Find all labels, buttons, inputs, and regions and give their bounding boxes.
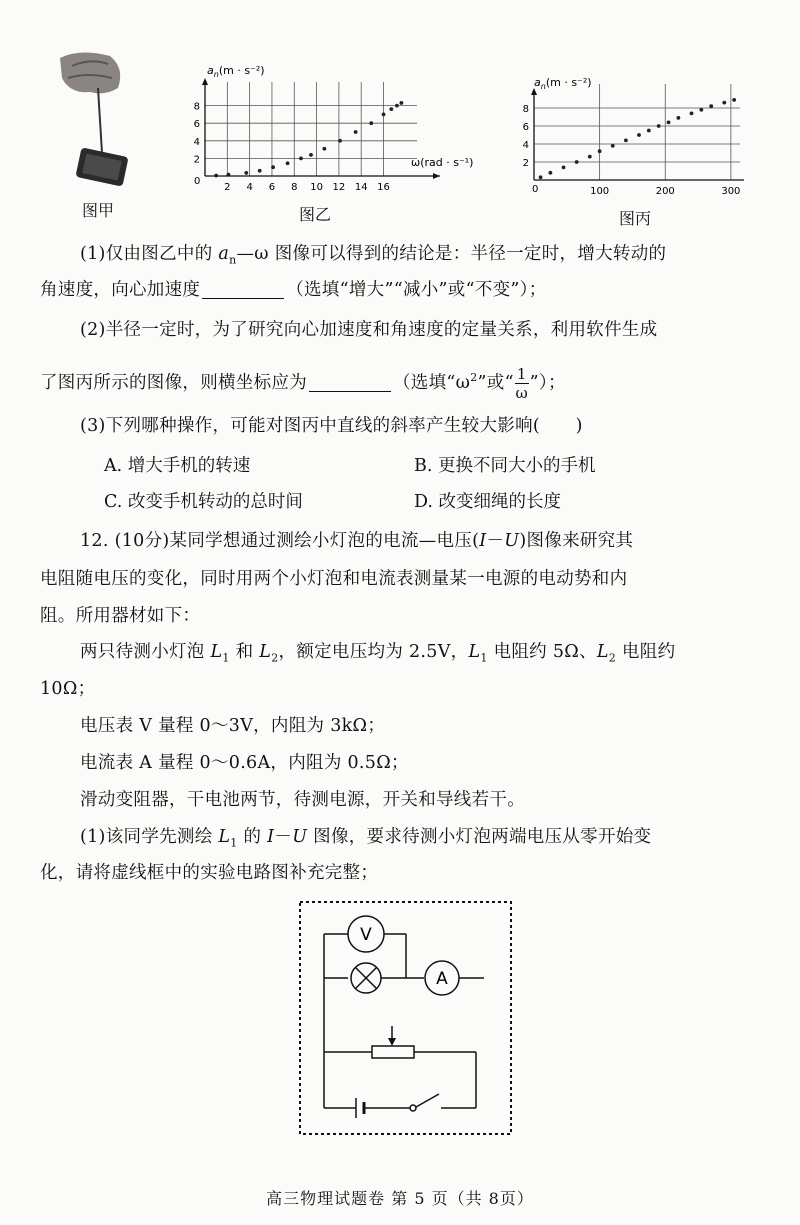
- yi-xtick-label: 16: [377, 182, 390, 193]
- bing-data-point: [709, 104, 713, 108]
- q12-line1: 12. (10分)某同学想通过测绘小灯泡的电流—电压(I－U)图像来研究其: [80, 531, 634, 551]
- q12-line3: 阻。所用器材如下：: [40, 606, 201, 626]
- caption-bing: 图丙: [618, 209, 651, 228]
- yi-data-point: [354, 130, 358, 134]
- string-line: [98, 88, 102, 153]
- bing-xtick-label: 300: [721, 186, 741, 197]
- page-footer: 高三物理试题卷 第 5 页（共 8页）: [266, 1189, 534, 1208]
- q12-line2: 电阻随电压的变化，同时用两个小灯泡和电流表测量某一电源的电动势和内: [40, 569, 628, 589]
- q12-line6: 电压表 V 量程 0～3V，内阻为 3kΩ；: [80, 716, 386, 736]
- bing-data-point: [676, 116, 680, 120]
- q2-line1: (2)半径一定时，为了研究向心加速度和角速度的定量关系，利用软件生成: [80, 320, 658, 340]
- yi-ytick-label: 4: [193, 136, 200, 148]
- bing-data-point: [588, 155, 592, 159]
- q3-option-a[interactable]: A. 增大手机的转速: [104, 456, 251, 476]
- switch-symbol: [410, 1094, 439, 1111]
- bing-data-point: [647, 129, 651, 133]
- yi-xtick-label: 2: [224, 182, 231, 193]
- bing-ylabel: $a_n(m \cdot s^{-2})$: [534, 76, 592, 91]
- yi-origin: 0: [194, 176, 201, 187]
- yi-xlabel: ω(rad · s⁻¹): [411, 156, 474, 169]
- q12-line10: 化，请将虚线框中的实验电路图补充完整；: [40, 863, 379, 883]
- q12-line7: 电流表 A 量程 0～0.6A，内阻为 0.5Ω；: [80, 753, 409, 773]
- yi-data-point: [286, 161, 290, 165]
- yi-xtick-label: 6: [268, 182, 276, 193]
- rheostat-symbol: [372, 1026, 414, 1058]
- yi-xtick-label: 14: [354, 182, 368, 193]
- yi-data-point: [244, 171, 248, 175]
- bing-y-arrow: [531, 88, 537, 95]
- yi-data-point: [258, 169, 262, 173]
- yi-ytick-label: 6: [193, 119, 200, 131]
- bing-data-point: [624, 139, 628, 143]
- yi-data-point: [271, 165, 275, 169]
- svg-text:V: V: [360, 925, 372, 945]
- voltmeter-symbol: [348, 916, 384, 952]
- answer-blank-q2[interactable]: [309, 371, 391, 392]
- bing-xtick-label: 100: [590, 186, 610, 197]
- q1-line1: (1)仅由图乙中的 $a_n—\omega$ 图像可以得到的结论是：半径一定时，增大转动的: [80, 244, 667, 267]
- yi-data-point: [322, 147, 326, 151]
- fraction-one-over-omega: $\frac{1}{\omega}$: [515, 364, 529, 402]
- yi-data-point: [382, 113, 386, 117]
- q12-line9: (1)该同学先测绘 $L_1$ 的 I－U 图像，要求待测小灯泡两端电压从零开始变: [80, 827, 652, 850]
- q3-option-b[interactable]: B. 更换不同大小的手机: [414, 456, 596, 476]
- yi-data-point: [399, 101, 403, 105]
- svg-text:A: A: [436, 969, 448, 989]
- bing-data-point: [562, 166, 566, 170]
- bing-data-point: [637, 133, 641, 137]
- bing-data-point: [722, 101, 726, 105]
- yi-xtick-label: 12: [332, 182, 346, 193]
- q3-option-c[interactable]: C. 改变手机转动的总时间: [104, 492, 303, 512]
- yi-xtick-label: 8: [291, 182, 298, 193]
- battery-symbol: [356, 1098, 364, 1118]
- q12-line5: 10Ω；: [40, 679, 96, 699]
- bing-data-point: [549, 171, 553, 175]
- caption-yi: 图乙: [298, 205, 331, 224]
- yi-data-point: [299, 157, 303, 161]
- bing-origin: 0: [532, 184, 539, 195]
- q2-line2: 了图丙所示的图像，则横坐标应为 （选填“$\omega^2$”或“ $\frac{1}{\omega}$ ”）；: [40, 364, 566, 402]
- bing-data-point: [575, 160, 579, 164]
- bing-data-point: [611, 144, 615, 148]
- yi-y-arrow: [202, 78, 208, 85]
- bing-xtick-label: 200: [655, 186, 675, 197]
- bing-ytick-label: 2: [522, 158, 529, 169]
- bing-data-point: [667, 121, 671, 125]
- yi-xtick-label: 4: [246, 182, 253, 193]
- caption-jia: 图甲: [81, 201, 114, 220]
- yi-x-arrow: [433, 173, 440, 179]
- yi-data-point: [338, 139, 342, 143]
- q3-line1: (3)下列哪种操作，可能对图丙中直线的斜率产生较大影响( ): [80, 416, 583, 436]
- q3-option-d[interactable]: D. 改变细绳的长度: [414, 492, 562, 512]
- chart-bing: [518, 72, 748, 202]
- bing-ytick-label: 6: [522, 122, 529, 133]
- figure-jia: [50, 48, 140, 198]
- bing-ytick-label: 8: [522, 104, 529, 115]
- circuit-diagram[interactable]: [296, 898, 516, 1140]
- yi-ytick-label: 8: [193, 101, 200, 113]
- q12-line8: 滑动变阻器，干电池两节，待测电源，开关和导线若干。: [80, 790, 525, 810]
- yi-xtick-label: 10: [310, 182, 323, 193]
- bing-data-point: [690, 112, 694, 116]
- lamp-symbol: [351, 963, 381, 993]
- yi-data-point: [369, 121, 373, 125]
- q12-line4: 两只待测小灯泡 $L_1$ 和 $L_2$，额定电压均为 2.5V，$L_1$ 电阻约 5Ω、$L_2$ 电阻约: [80, 642, 676, 665]
- yi-ytick-label: 2: [193, 154, 200, 166]
- bing-data-point: [699, 108, 703, 112]
- yi-data-point: [309, 153, 313, 157]
- answer-blank-q1[interactable]: [202, 278, 284, 299]
- yi-ylabel: $a_n(m \cdot s^{-2})$: [207, 64, 265, 79]
- q1-line2: 角速度，向心加速度 （选填“增大”“减小”或“不变”）；: [40, 280, 547, 300]
- ammeter-symbol: [425, 961, 459, 995]
- yi-data-point: [395, 104, 399, 108]
- bing-data-point: [598, 149, 602, 153]
- hand-shape: [60, 52, 120, 93]
- bing-ytick-label: 4: [522, 140, 529, 151]
- chart-yi: [185, 58, 474, 203]
- yi-data-point: [389, 107, 393, 111]
- bing-data-point: [732, 98, 736, 102]
- bing-data-point: [657, 124, 661, 128]
- bing-data-point: [539, 175, 543, 179]
